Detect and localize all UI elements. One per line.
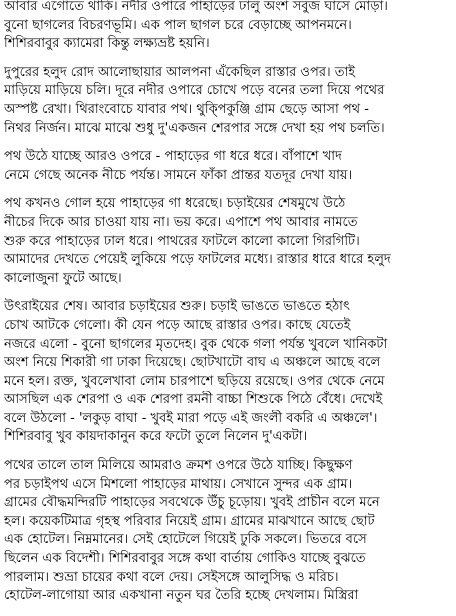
text-line: নিথর নির্জন। মাঝে মাঝে শুধু দু'একজন শেরপার সঙ্গে দেখা হয় পথ চলতি। [4, 120, 385, 136]
text-line: অস্পষ্ট রেখা। থিরাংবোচে যাবার পথ। থুক্পিকুঞ্জি গ্রাম ছেড়ে আসা পথ - [4, 101, 369, 117]
paragraph-2 [4, 64, 452, 138]
text-line: কালোজুনা ফুটে আছে। [4, 270, 122, 286]
text-line: নজরে এলো - বুনো ছাগলের মৃতদেহ। বুক থেকে গলা পর্যন্ত খুবলে খানিকটা [4, 336, 388, 352]
text-line: আমাদের দেখতে পেয়েই লুকিয়ে পড়ে ফাটলের মধ্যে। রাস্তার ধারে ধারে হলুদ [4, 252, 391, 268]
text-line: শিশিরবাবুর ক্যামেরা কিন্তু লক্ষ্যভ্রষ্ট হয়নি। [4, 36, 210, 52]
text-line: হোটেল-লাগোয়া আর একখানা নতুন ঘর তৈরি হচ্ছে দেখলাম। মিস্ত্রিরা [4, 588, 359, 604]
text-line: এক হোটেল। নিম্নমানের। সেই হোটেলে গিয়েই ঢুকি সকলে। ভিতরে বসে [4, 532, 367, 548]
text-line: উৎরাইয়ের শেষ। আবার চড়াইয়ের শুরু। চড়াই ভাঙতে ভাঙতে হঠাৎ [4, 299, 350, 315]
text-line: পর চড়াইপথ এসে মিশলো পাহাড়ের মাথায়। সেখানে সুন্দর এক গ্রাম। [4, 476, 353, 492]
text-line: দুপুরের হলুদ রোদ আলোছায়ার আলপনা এঁকেছিল রাস্তার ওপর। তাই [4, 64, 356, 80]
text-line: পথ উঠে যাচ্ছে আরও ওপরে - পাহাড়ের গা ধরে ধরে। বাঁপাশে খাদ [4, 149, 342, 165]
text-line: অংশ নিয়ে শিকারী গা ঢাকা দিয়েছে। ছোটখাটো বাঘ এ অঞ্চলে আছে বলে [4, 355, 381, 371]
text-line: পথ কখনও গোল হয়ে পাহাড়ের গা ধরেছে। চড়াইয়ের শেষমুখে উঠে [4, 196, 346, 212]
text-line: চোখ আটকে গেলো। কী যেন পড়ে আছে রাস্তার ওপর। কাছে যেতেই [4, 317, 351, 333]
text-line: হল। কয়েকটিমাত্র গৃহস্থ পরিবার নিয়েই গ্রাম। গ্রামের মাঝখানে আছে ছোট [4, 513, 375, 529]
paragraph-3 [4, 148, 452, 185]
text-line: নীচের দিকে আর চাওয়া যায় না। ভয় করে। এপাশে পথ আবার নামতে [4, 214, 358, 230]
paragraph-1 [4, 0, 452, 54]
text-line: পারলাম। শুভ্রা চায়ের কথা বলে দেয়। সেইসঙ্গে আলুসিদ্ধ ও মরিচ। [4, 569, 339, 585]
paragraph-4 [4, 195, 452, 288]
paragraph-6 [4, 457, 452, 606]
text-line: মনে হল। রক্ত, খুবলেখাবা লোম চারপাশে ছড়িয়ে রয়েছে। ওপর থেকে নেমে [4, 373, 385, 389]
text-line: বুনো ছাগলের বিচরণভূমি। এক পাল ছাগল চরে বেড়াচ্ছে আপনমনে। [4, 17, 352, 33]
text-line: ছিলেন এক বিদেশী। শিশিরবাবুর সঙ্গে কথা বার্তায় গোকিও যাচ্ছে বুঝতে [4, 551, 366, 567]
text-line: আসছিল এক শেরপা ও এক শেরপা রমনী বাচ্চা শিশুকে পিঠে বেঁধে। দেখেই [4, 392, 383, 408]
text-line: শিশিরবাবু খুব কায়দাকানুন করে ফটো তুলে নিলেন দু'একটা। [4, 429, 308, 445]
text-line: আবার এগোতে থাকি। নদীর ওপারে পাহাড়ের ঢালু অংশ সবুজ ঘাসে মোড়া। [4, 0, 388, 14]
text-line: নেমে গেছে অনেক নীচে পর্যন্ত। সামনে ফাঁকা প্রান্তর যতদূর দেখা যায়। [4, 167, 353, 183]
paragraph-5 [4, 298, 452, 447]
document-page [4, 0, 452, 616]
text-line: মাড়িয়ে মাড়িয়ে চলি। দূরে নদীর ওপারে চোখে পড়ে বনের তলা দিয়ে পথের [4, 83, 385, 99]
text-line: শুরু করে পাহাড়ের ঢাল ধরে। পাথরের ফাটলে কালো কালো গিরগিটি। [4, 233, 360, 249]
text-line: গ্রামের বৌদ্ধমন্দিরটি পাহাড়ের সবথেকে উঁচু চূড়োয়। খুবই প্রাচীন বলে মনে [4, 495, 380, 511]
text-line: বলে উঠলো - 'লকুড় বাঘা - খুবই মারা পড়ে এই জংলী বকরি এ অঞ্চলে'। [4, 410, 378, 426]
text-line: পথের তালে তাল মিলিয়ে আমরাও ক্রমশ ওপরে উঠে যাচ্ছি। কিছুক্ষণ [4, 458, 353, 474]
